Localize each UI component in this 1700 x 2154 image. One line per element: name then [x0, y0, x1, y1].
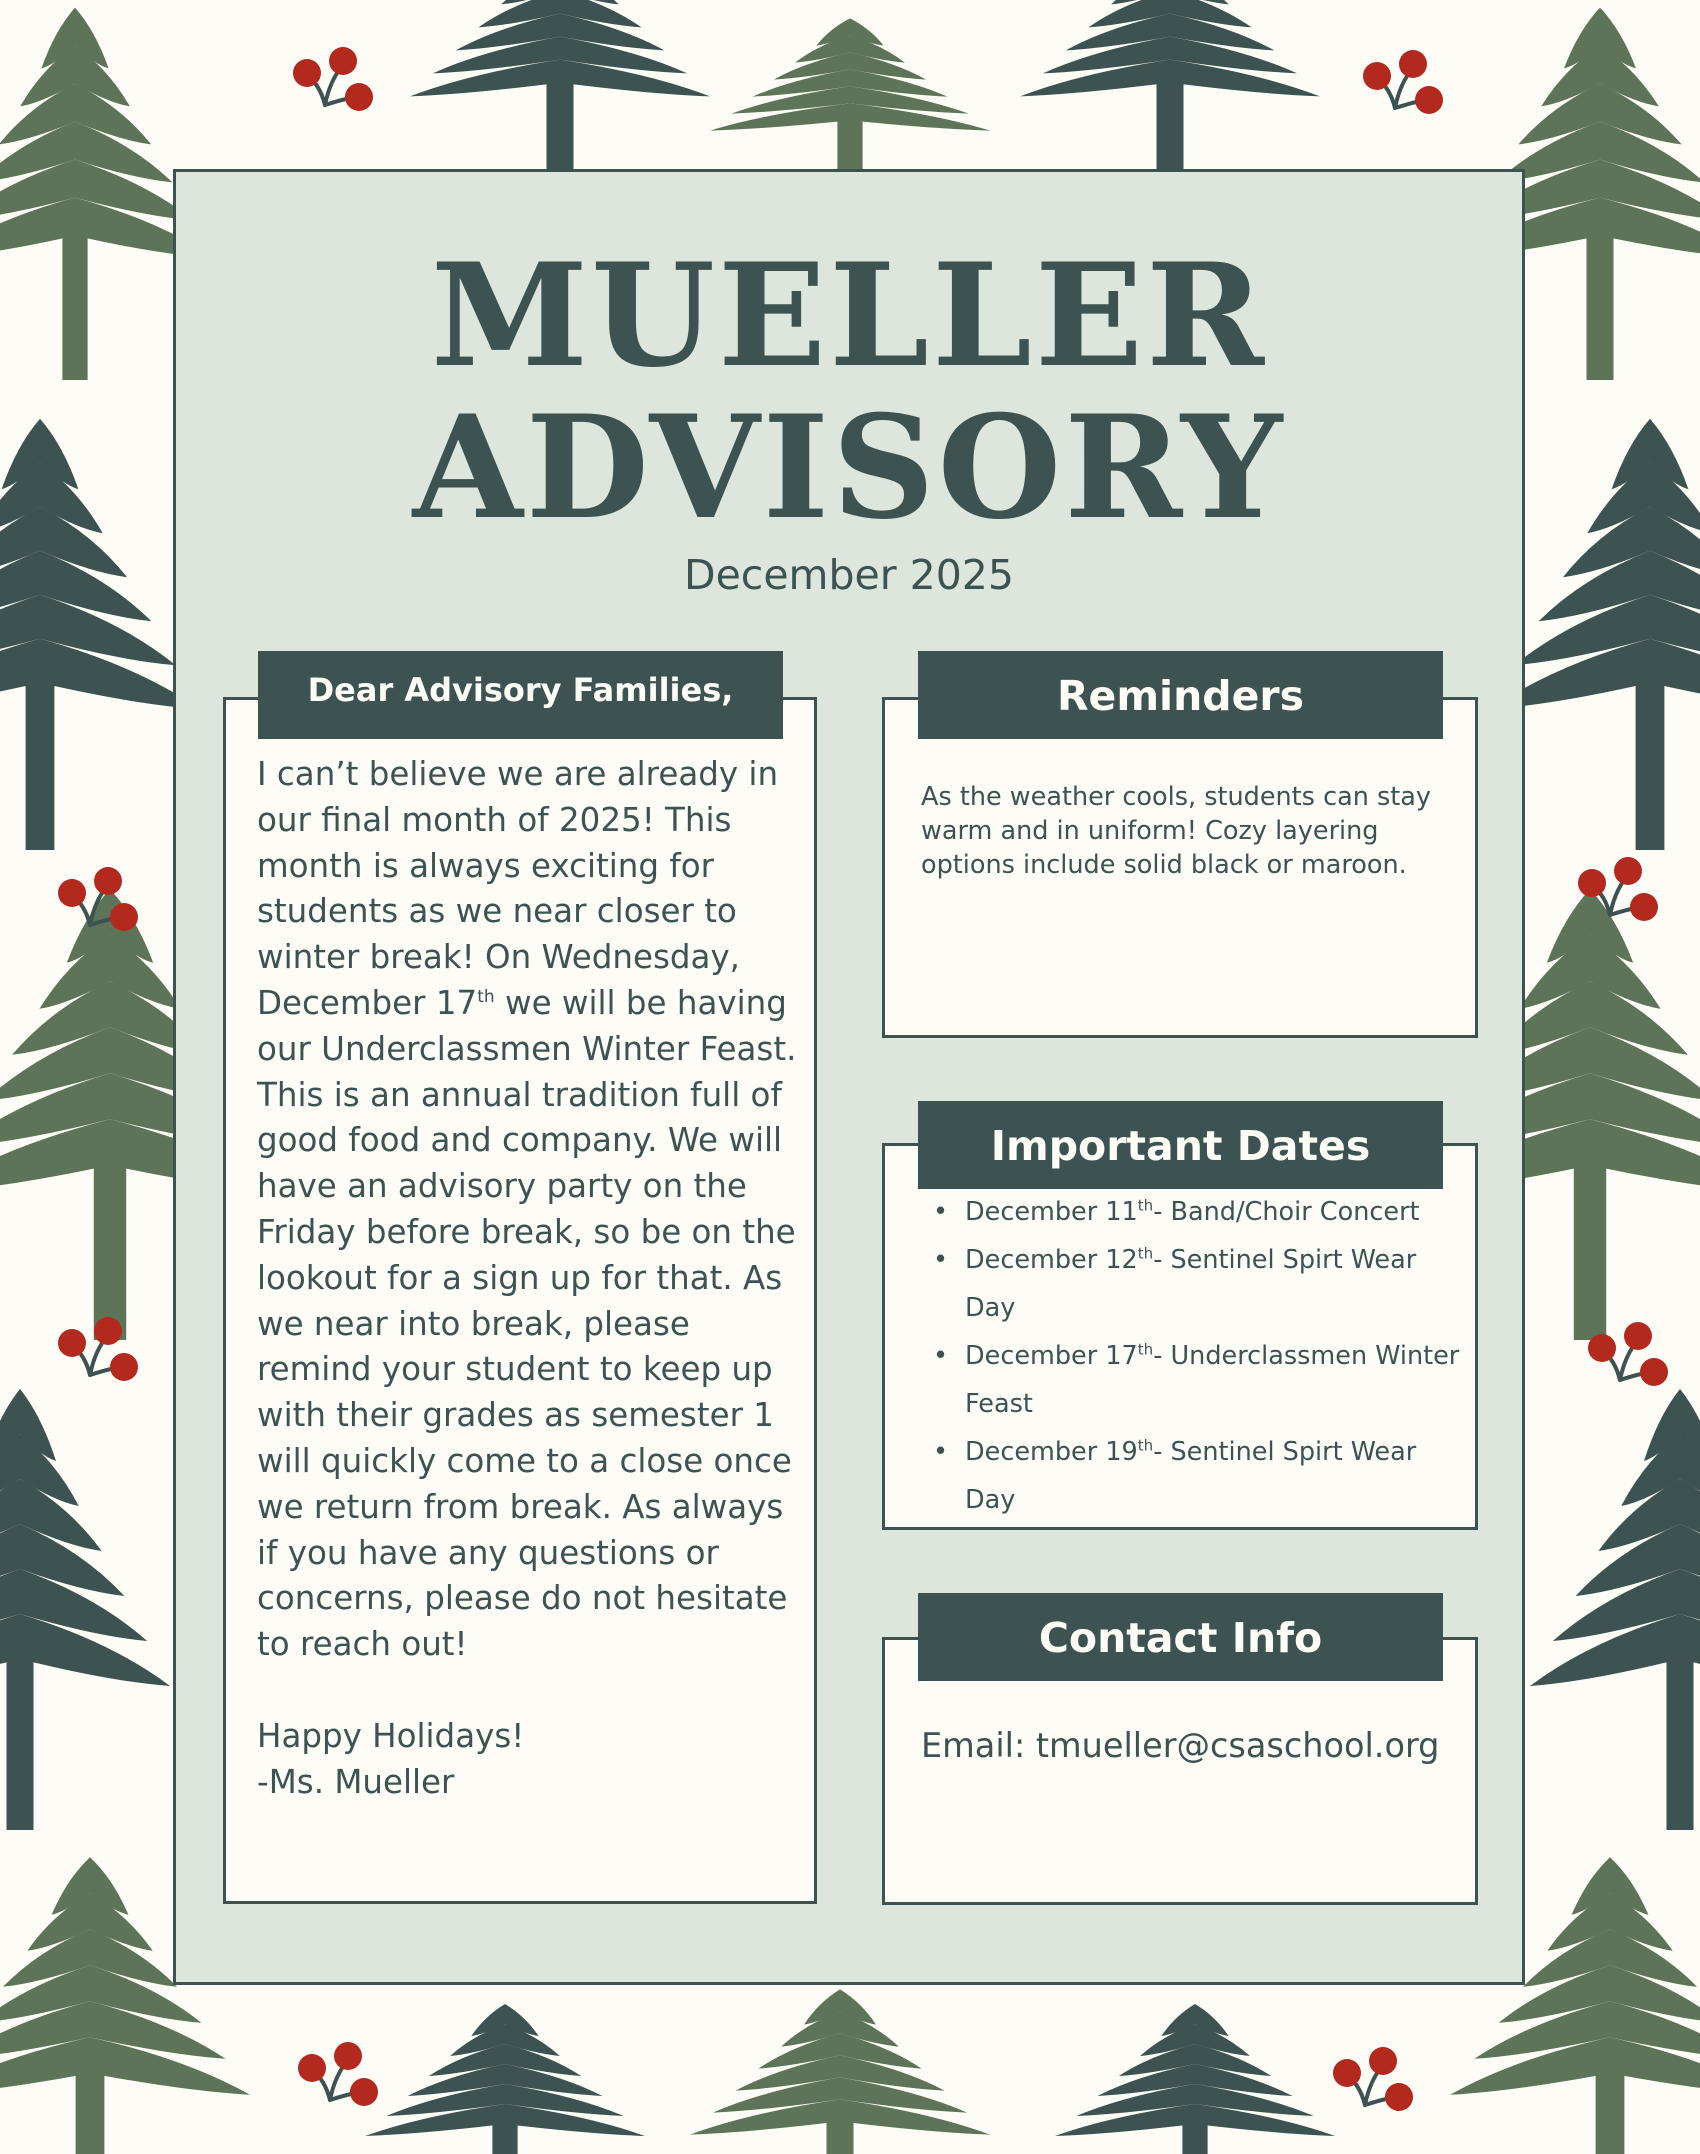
holly-berry-icon [58, 867, 138, 931]
pine-tree-icon [1020, 0, 1320, 170]
letter-signature: -Ms. Mueller [257, 1762, 455, 1801]
newsletter-date: December 2025 [684, 551, 1014, 599]
pine-tree-icon [0, 419, 200, 850]
pine-tree-icon [0, 1389, 170, 1830]
pine-tree-icon [365, 2004, 645, 2154]
date-item: • December 11th- Band/Choir Concert [965, 1188, 1465, 1236]
pine-tree-icon [710, 18, 990, 185]
holly-berry-icon [1333, 2047, 1413, 2111]
letter-body [257, 752, 797, 1805]
important-dates-list [965, 1188, 1465, 1524]
contact-heading: Contact Info [918, 1593, 1443, 1681]
pine-tree-icon [410, 0, 710, 170]
holly-berry-icon [298, 2042, 378, 2106]
date-item: • December 19th- Sentinel Spirt Wear Day [965, 1428, 1465, 1524]
date-item: • December 17th- Underclassmen Winter Feast [965, 1332, 1465, 1428]
letter-heading: Dear Advisory Families, [258, 651, 783, 739]
reminders-heading: Reminders [918, 651, 1443, 739]
title-line-1: MUELLER [430, 233, 1268, 399]
letter-closing: Happy Holidays! [257, 1716, 525, 1755]
holly-berry-icon [293, 47, 373, 111]
contact-email [921, 1724, 1441, 1768]
title-line-2: ADVISORY [412, 385, 1286, 551]
pine-tree-icon [690, 1989, 990, 2154]
reminders-text: As the weather cools, students can stay warm and in uniform! Cozy layering options include solid black or maroon. [921, 782, 1431, 880]
important-dates-heading: Important Dates [918, 1101, 1443, 1189]
date-item: • December 12th- Sentinel Spirt Wear Day [965, 1236, 1465, 1332]
pine-tree-icon [1530, 1389, 1700, 1830]
page-title [173, 233, 1525, 551]
email-link[interactable]: tmueller@csaschool.org [1035, 1726, 1440, 1765]
holly-berry-icon [1363, 50, 1443, 114]
pine-tree-icon [1055, 2004, 1335, 2154]
letter-paragraph: I can’t believe we are already in our final month of 2025! This month is always exciting for students as we near closer to winter break! On Wednesday, December 17th we will be having our Underclassmen Winter Feast. This is an annual tradition full of good food and company. We will have an advisory party on the Friday before break, so be on the lookout for a sign up for that. As we near into break, please remind your student to keep up with their grades as semester 1 will quickly come to a close once we return from break. As always if you have any questions or concerns, please do not hesitate to reach out! [257, 755, 797, 1664]
email-label: Email: [921, 1726, 1036, 1765]
